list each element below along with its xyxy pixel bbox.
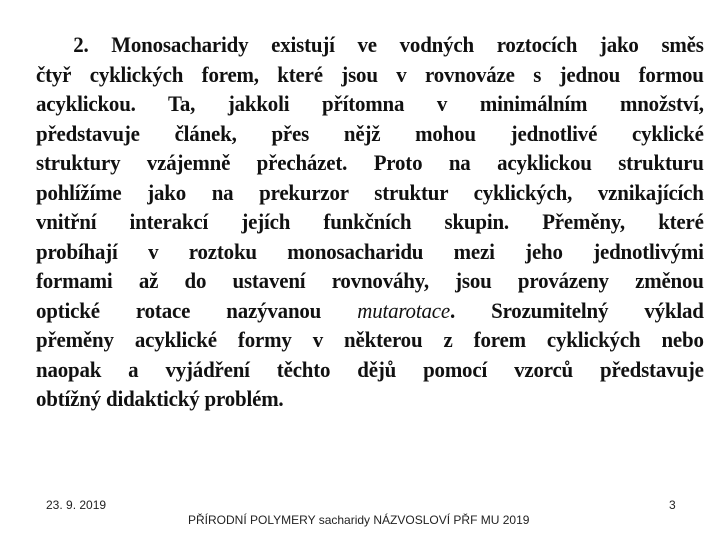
text-line-1: 2. Monosacharidy existují ve vodných roztocích jako směs — [73, 32, 704, 57]
text-line-10-end: . Srozumitelný výklad — [449, 297, 704, 323]
italic-term: mutarotace — [357, 297, 450, 323]
text-line-9: formami až do ustavení rovnováhy, jsou provázeny změnou — [36, 268, 704, 293]
text-line-11: přeměny acyklické formy v některou z forem cyklických nebo — [36, 327, 704, 352]
text-line-13: obtížný didaktický problém. — [36, 386, 284, 411]
text-line-7: vnitřní interakcí jejích funkčních skupin. Přeměny, které — [36, 209, 704, 234]
text-line-12: naopak a vyjádření těchto dějů pomocí vzorců představuje — [36, 356, 704, 382]
text-line-6: pohlížíme jako na prekurzor struktur cyklických, vznikajících — [36, 179, 704, 205]
page-number: 3 — [669, 498, 676, 512]
footer-date: 23. 9. 2019 — [46, 498, 107, 512]
footer-title: PŘÍRODNÍ POLYMERY sacharidy NÁZVOSLOVÍ PŘF MU 2019 — [188, 513, 530, 527]
text-line-2: čtyř cyklických forem, které jsou v rovnováze s jednou formou — [36, 61, 704, 87]
text-line-10 — [36, 296, 704, 326]
text-line-8: probíhají v roztoku monosacharidu mezi jeho jednotlivými — [36, 238, 704, 264]
text-line-4: představuje článek, přes nějž mohou jednotlivé cyklické — [36, 120, 704, 146]
scanned-text-block — [36, 30, 704, 414]
text-line-3: acyklickou. Ta, jakkoli přítomna v minimálním množství, — [36, 91, 704, 116]
text-line-5: struktury vzájemně přecházet. Proto na acyklickou strukturu — [36, 150, 704, 175]
text-line-10-start: optické rotace nazývanou — [36, 297, 322, 323]
